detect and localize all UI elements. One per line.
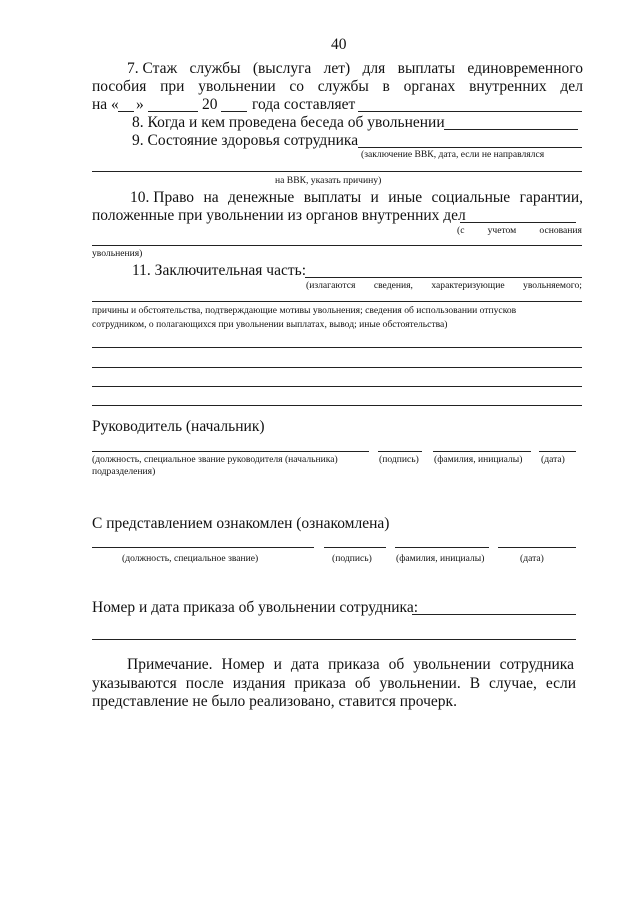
final-part-line2[interactable] [92,301,582,302]
final-part-line6[interactable] [92,405,582,406]
year-field[interactable] [221,111,247,112]
acq-signature-field[interactable] [324,547,386,548]
item7-line2: пособия при увольнении со службы в органах внутренних дел [92,78,583,95]
item11-hint3: сотрудником, о полагающихся при увольнении выплатах, вывод; иные обстоятельства) [92,319,448,330]
head-caption-date: (дата) [541,454,565,465]
acq-date-field[interactable] [498,547,576,548]
benefits-field-line2[interactable] [92,245,582,246]
head-date-field[interactable] [539,451,576,452]
item7-line1: 7. Стаж службы (выслуга лет) для выплаты единовременного [127,60,583,77]
head-caption-name: (фамилия, инициалы) [434,454,523,465]
month-field[interactable] [148,111,198,112]
item10-line1: 10. Право на денежные выплаты и иные социальные гарантии, [130,189,583,206]
order-field[interactable] [412,614,576,615]
item9-hint2: на ВВК, указать причину) [275,175,382,186]
head-title: Руководитель (начальник) [92,418,265,435]
final-part-field[interactable] [305,277,582,278]
item7-quote-close: » [136,96,144,113]
item11-hint1: (излагаются сведения, характеризующие увольняемого; [306,280,582,291]
order-label: Номер и дата приказа об увольнении сотрудника: [92,599,419,616]
item7-service-label: года составляет [252,96,356,113]
acq-position-field[interactable] [92,547,314,548]
final-part-line3[interactable] [92,347,582,348]
item7-date-prefix: на « [92,96,119,113]
acq-name-field[interactable] [395,547,489,548]
health-field-line2[interactable] [92,171,582,172]
head-caption-signature: (подпись) [379,454,419,465]
acq-caption-name: (фамилия, инициалы) [396,553,485,564]
order-field-line2[interactable] [92,639,576,640]
item11-label: 11. Заключительная часть: [132,262,307,279]
acquainted-title: С представлением ознакомлен (ознакомлена) [92,515,390,532]
note-line2: указываются после издания приказа об увольнении. В случае, если [92,675,576,692]
head-caption-position2: подразделения) [92,466,156,477]
item7-year-prefix: 20 [202,96,218,113]
head-signature-field[interactable] [378,451,422,452]
note-line1: Примечание. Номер и дата приказа об увольнении сотрудника [127,656,574,673]
service-length-field[interactable] [358,111,582,112]
conversation-field[interactable] [444,129,578,130]
page-number: 40 [331,36,347,53]
benefits-field[interactable] [460,222,576,223]
head-position-field[interactable] [92,451,369,452]
item8-label: 8. Когда и кем проведена беседа об увольнении [132,114,445,131]
item10-hint2: увольнения) [92,248,143,259]
head-caption-position: (должность, специальное звание руководителя (начальника) [92,454,338,465]
head-name-field[interactable] [433,451,531,452]
acq-caption-signature: (подпись) [332,553,372,564]
day-field[interactable] [118,111,134,112]
acq-caption-date: (дата) [520,553,544,564]
item10-line2: положенные при увольнении из органов внутренних дел [92,207,466,224]
note-line3: представление не было реализовано, ставится прочерк. [92,693,457,710]
item9-hint: (заключение ВВК, дата, если не направлялся [361,149,545,160]
acq-caption-position: (должность, специальное звание) [122,553,259,564]
final-part-line4[interactable] [92,367,582,368]
final-part-line5[interactable] [92,386,582,387]
item10-hint: (с учетом основания [457,225,582,236]
item11-hint2: причины и обстоятельства, подтверждающие мотивы увольнения; сведения об использовании отпусков [92,305,517,316]
health-field[interactable] [358,147,582,148]
item9-label: 9. Состояние здоровья сотрудника [132,132,359,149]
